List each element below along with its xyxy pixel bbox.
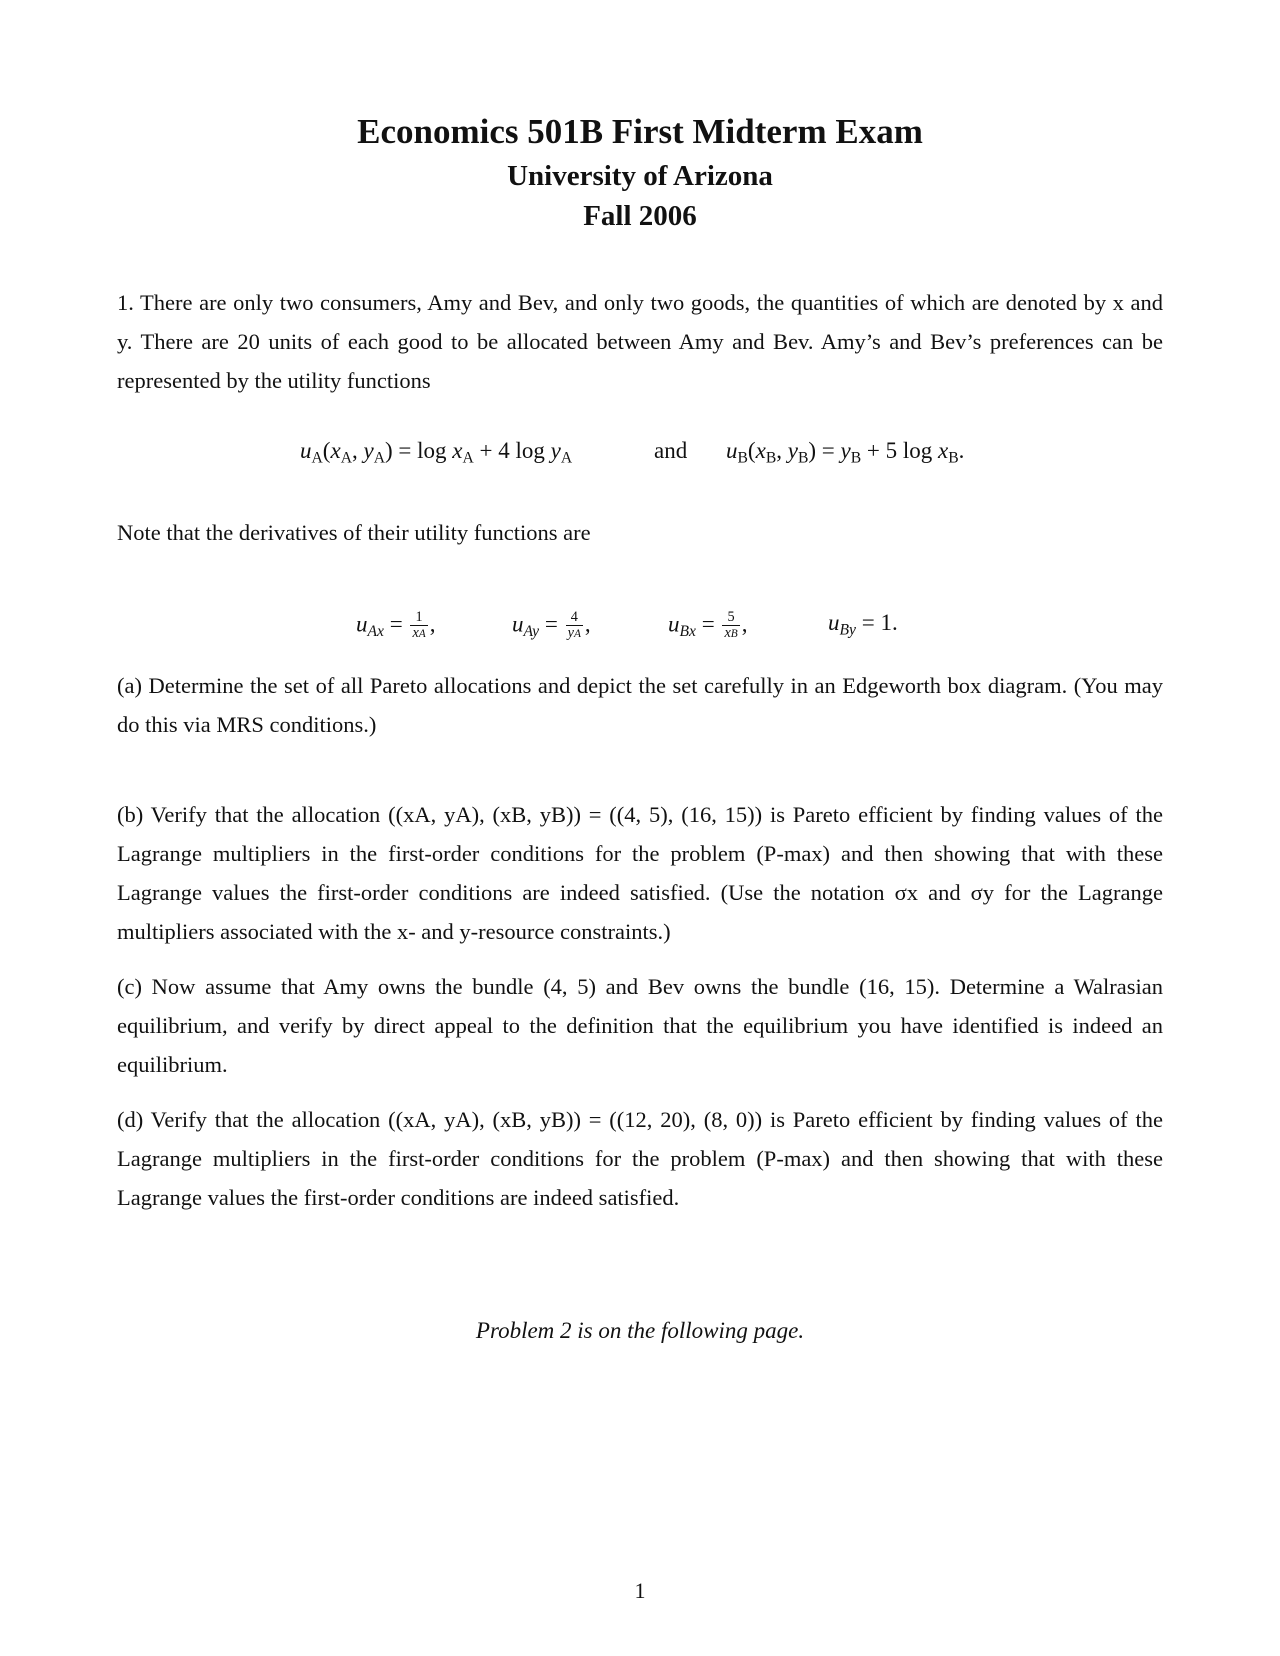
exam-term: Fall 2006: [583, 200, 697, 232]
derivative-u-ay: $u_{Ay}$ = $\frac{4}{yA}$ ,: [512, 609, 591, 641]
part-c: [117, 967, 1163, 1084]
equation-connector: and: [654, 438, 688, 463]
derivative-u-by: $u_{By} = 1$.: [828, 610, 898, 639]
problem-1-intro: [117, 283, 1163, 400]
derivative-u-ax: $u_{Ax}$ = $\frac{1}{xA}$ ,: [356, 609, 436, 641]
part-c-text: (c) Now assume that Amy owns the bundle (4, 5) and Bev owns the bundle (16, 15). Determine a Walrasian equilibrium, and verify by direct appeal to the definition that the equilibrium you have identified is indeed an equilibrium.: [117, 974, 1163, 1077]
bev-utility-function: $u_B(x_B$, $y_B) = y_B + 5$ $\log x_B$.: [726, 438, 965, 467]
derivatives-intro-text: Note that the derivatives of their utility functions are: [117, 520, 591, 545]
amy-utility-function: $u_A(x_A$, $y_A) = \log x_A + 4$ $\log y_A$: [300, 438, 573, 467]
part-b-text: (b) Verify that the allocation ((xA, yA), (xB, yB)) = ((4, 5), (16, 15)) is Pareto efficient by finding values of the Lagrange multipliers in the first-order conditions for the problem (P-max) and then showing that with these Lagrange values the first-order conditions are indeed satisfied. (Use the notation σx and σy for the Lagrange multipliers associated with the x- and y-resource constraints.): [117, 802, 1163, 944]
problem-1-intro-text: 1. There are only two consumers, Amy and Bev, and only two goods, the quantities of which are denoted by x and y. There are 20 units of each good to be allocated between Amy and Bev. Amy’s and Bev’s preferences can be represented by the utility functions: [117, 290, 1163, 393]
derivatives-intro: [117, 513, 1163, 552]
part-b: [117, 795, 1163, 951]
derivative-u-bx: $u_{Bx}$ = $\frac{5}{xB}$ ,: [668, 609, 748, 641]
exam-title: Economics 501B First Midterm Exam: [357, 112, 923, 151]
part-a: [117, 666, 1163, 744]
continuation-note: Problem 2 is on the following page.: [475, 1318, 805, 1343]
part-d-text: (d) Verify that the allocation ((xA, yA), (xB, yB)) = ((12, 20), (8, 0)) is Pareto efficient by finding values of the Lagrange multipliers in the first-order conditions for the problem (P-max) and then showing that with these Lagrange values the first-order conditions are indeed satisfied.: [117, 1107, 1163, 1210]
part-a-text: (a) Determine the set of all Pareto allocations and depict the set carefully in an Edgeworth box diagram. (You may do this via MRS conditions.): [117, 673, 1163, 737]
page-number: 1: [634, 1578, 646, 1603]
part-d: [117, 1100, 1163, 1217]
exam-header: [0, 108, 1280, 236]
institution-name: University of Arizona: [507, 160, 773, 192]
